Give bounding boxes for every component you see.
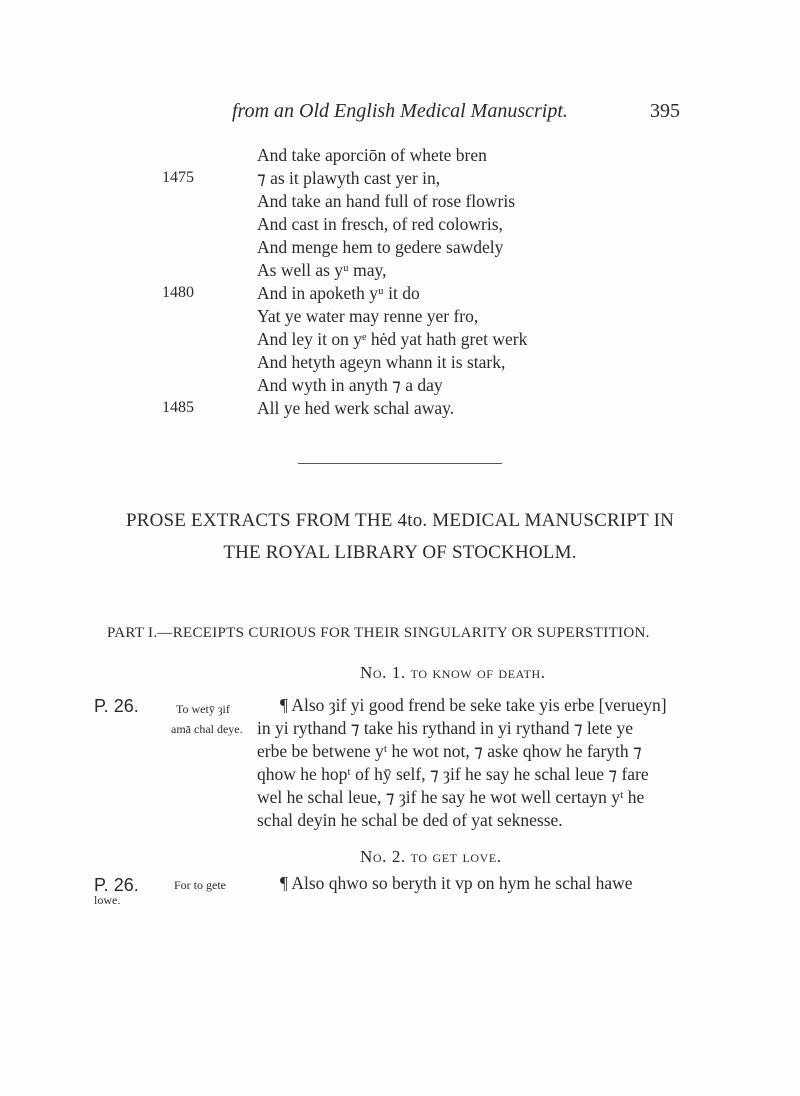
running-head-title: from an Old English Medical Manuscript. — [232, 100, 568, 122]
verse-line: And take aporciōn of whete bren — [257, 145, 487, 165]
margin-note: For to gete — [174, 878, 226, 892]
prose-line: ¶ Also ȝif yi good frend be seke take yis erbe [verueyn] — [280, 695, 667, 715]
verse-line: As well as yᵘ may, — [257, 260, 387, 280]
page-reference: P. 26. — [94, 875, 139, 895]
page-number: 395 — [650, 100, 680, 122]
part-title: PART I.—RECEIPTS CURIOUS FOR THEIR SINGULARITY OR SUPERSTITION. — [107, 625, 650, 641]
margin-note: To wetȳ ȝif — [176, 702, 230, 716]
section-heading: No. 1. to know of death. — [360, 663, 546, 682]
verse-line: And ley it on yᵉ hėd yat hath gret werk — [257, 329, 528, 349]
prose-line: ¶ Also qhwo so beryth it vp on hym he schal hawe — [280, 873, 633, 893]
section-divider — [298, 463, 502, 464]
prose-heading-line-1: PROSE EXTRACTS FROM THE 4to. MEDICAL MANUSCRIPT IN — [125, 510, 675, 531]
section-heading: No. 2. to get love. — [360, 847, 502, 866]
prose-line: in yi rythand ⁊ take his rythand in yi rythand ⁊ lete ye — [257, 718, 634, 738]
verse-line: And take an hand full of rose flowris — [257, 191, 516, 211]
prose-line: schal deyin he schal be ded of yat seknesse. — [257, 810, 563, 830]
verse-line: Yat ye water may renne yer fro, — [257, 306, 479, 326]
line-number: 1475 — [162, 169, 194, 186]
verse-line: ⁊ as it plawyth cast yer in, — [257, 168, 441, 188]
verse-line: And cast in fresch, of red colowris, — [257, 214, 503, 234]
prose-line: erbe be betwene yᵗ he wot not, ⁊ aske qhow he faryth ⁊ — [257, 741, 642, 761]
margin-note: lowe. — [94, 893, 121, 907]
line-number: 1485 — [162, 399, 194, 416]
prose-line: wel he schal leue, ⁊ ȝif he say he wot well certayn yᵗ he — [257, 787, 645, 807]
line-number: 1480 — [162, 284, 194, 301]
verse-line: And hetyth ageyn whann it is stark, — [257, 352, 506, 372]
verse-line: And menge hem to gedere sawdely — [257, 237, 504, 257]
margin-note: amā chal deye. — [171, 722, 243, 736]
prose-heading-line-2: THE ROYAL LIBRARY OF STOCKHOLM. — [223, 542, 577, 563]
prose-line: qhow he hopᵗ of hȳ self, ⁊ ȝif he say he schal leue ⁊ fare — [257, 764, 649, 784]
verse-line: And in apoketh yᵘ it do — [257, 283, 420, 303]
page-reference: P. 26. — [94, 696, 139, 716]
verse-line: All ye hed werk schal away. — [257, 398, 455, 418]
verse-line: And wyth in anyth ⁊ a day — [257, 375, 443, 395]
